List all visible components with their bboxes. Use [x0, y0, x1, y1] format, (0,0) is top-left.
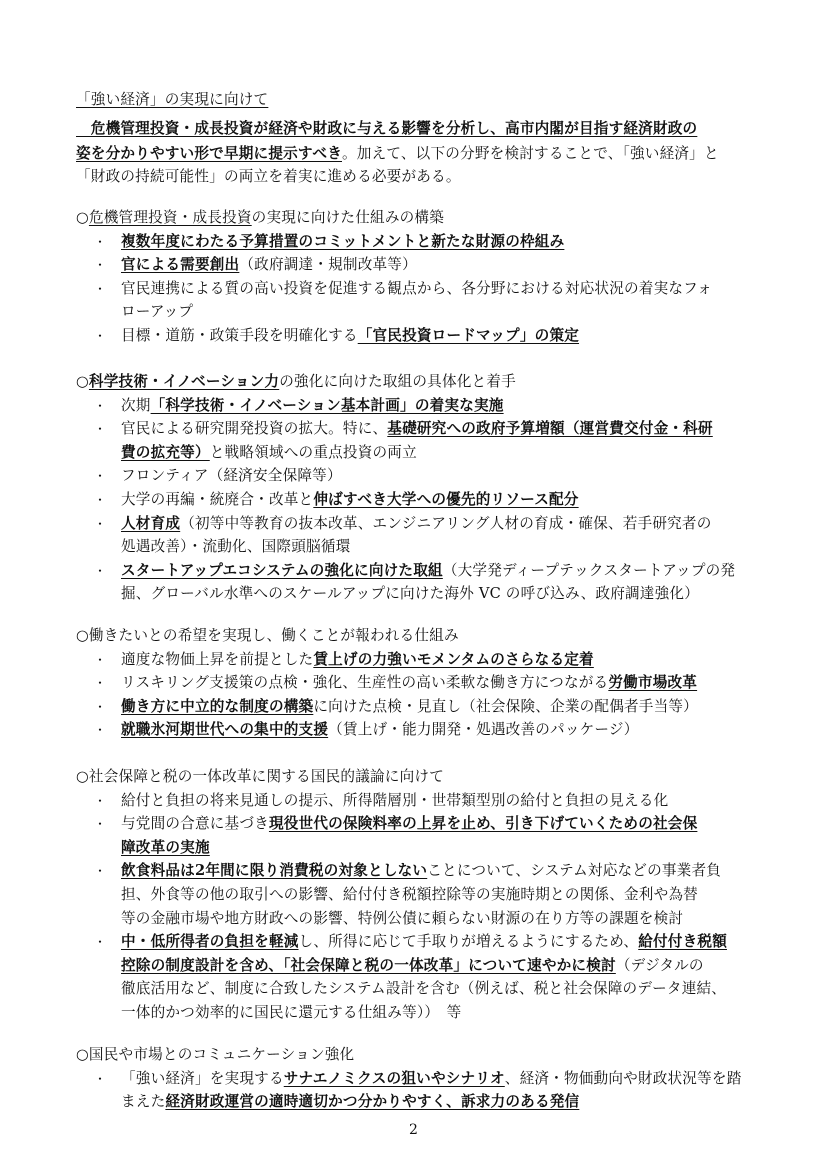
- bullet-item-line: [121, 955, 704, 977]
- text-run: 伸ばすべき大学への優先的リソース配分: [313, 491, 579, 508]
- text-run: ○: [76, 373, 89, 390]
- text-run: 処遇改善）・流動化、国際頭脳循環: [121, 538, 351, 556]
- bullet-marker: ・: [94, 1071, 107, 1086]
- bullet-item-line: [121, 884, 698, 906]
- bullet-item-line: [121, 1068, 741, 1090]
- bullet-item-line: [121, 489, 579, 511]
- bullet-item-line: [121, 978, 726, 1000]
- text-run: 次期: [121, 396, 151, 414]
- text-run: （政府調達・規制改革等）: [239, 256, 417, 274]
- text-run: 基礎研究への政府予算増額（運営費交付金・科研: [387, 420, 713, 438]
- bullet-marker: ・: [94, 398, 107, 413]
- text-run: 「官民投資ロードマップ」の策定: [357, 327, 580, 344]
- text-run: まえた: [121, 1093, 166, 1111]
- bullet-item-line: [121, 442, 417, 464]
- text-run: （大学発ディープテックスタートアップの発: [442, 561, 736, 579]
- text-run: 飲食料品は2年間に限り消費税の対象としない: [121, 862, 428, 880]
- text-run: リスキリング支援策の点検・強化、生産性の高い柔軟な働き方につながる: [121, 674, 609, 692]
- text-run: と戦略領域への重点投資の両立: [209, 443, 417, 461]
- section-title: [76, 766, 444, 788]
- bullet-item-line: [121, 325, 579, 347]
- bullet-marker: ・: [94, 516, 107, 531]
- bullet-item-line: [121, 536, 350, 558]
- bullet-item-line: [121, 719, 639, 741]
- bullet-item-line: [121, 278, 712, 300]
- bullet-item-line: [121, 583, 699, 605]
- text-run: 現役世代の保険料率の上昇を止め、引き下げていくための社会保: [268, 815, 698, 833]
- text-run: 目標・道筋・政策手段を明確化する: [121, 327, 358, 344]
- text-run: ことについて、システム対応などの事業者負: [427, 862, 722, 880]
- bullet-marker: ・: [94, 723, 107, 738]
- bullet-item-line: [121, 254, 417, 276]
- text-run: 給付付き税額: [638, 933, 727, 951]
- section-title: [76, 625, 459, 647]
- bullet-item-line: [121, 860, 721, 882]
- text-run: 控除の制度設計を含め、「社会保障と税の一体改革」について速やかに検討: [121, 956, 616, 974]
- text-run: サナエノミクスの狙いやシナリオ: [283, 1069, 505, 1087]
- bullet-item-line: [121, 513, 712, 535]
- text-run: 働き方に中立的な制度の構築: [121, 697, 314, 715]
- text-run: 姿を分かりやすい形で早期に提示すべき: [76, 145, 342, 162]
- bullet-item-line: [121, 395, 504, 417]
- bullet-item-line: [121, 231, 564, 253]
- text-run: （賃上げ・能力開発・処遇改善のパッケージ）: [328, 721, 639, 739]
- text-run: 費の拡充等）: [121, 443, 210, 461]
- bullet-marker: ・: [94, 493, 107, 507]
- section-title: [76, 207, 444, 229]
- bullet-marker: ・: [94, 676, 107, 691]
- text-run: 官民による研究開発投資の拡大。特に、: [121, 420, 388, 438]
- bullet-marker: ・: [94, 281, 107, 296]
- text-run: 「強い経済」を実現する: [121, 1069, 284, 1087]
- bullet-marker: ・: [94, 469, 107, 484]
- intro-paragraph-line: [76, 166, 461, 188]
- text-run: 危機管理投資・成長投資: [88, 209, 252, 226]
- bullet-marker: ・: [94, 935, 107, 950]
- page-number: 2: [409, 1122, 418, 1138]
- text-run: 「科学技術・イノベーション基本計画」の着実な実施: [150, 396, 504, 414]
- text-run: 与党間の合意に基づき: [121, 815, 269, 833]
- heading-text: 「強い経済」の実現に向けて: [76, 91, 269, 108]
- intro-paragraph-line: [76, 143, 719, 165]
- text-run: 障改革の実施: [121, 838, 210, 856]
- text-run: 官民連携による質の高い投資を促進する観点から、各分野における対応状況の着実なフォ: [121, 279, 713, 297]
- bullet-item-line: [121, 837, 210, 859]
- text-run: （デジタルの: [615, 956, 704, 974]
- bullet-marker: ・: [94, 652, 107, 667]
- bullet-item-line: [121, 560, 735, 582]
- bullet-marker: ・: [94, 864, 107, 879]
- text-run: 労働市場改革: [608, 674, 698, 692]
- bullet-item-line: [121, 301, 193, 323]
- text-run: ○社会保障と税の一体改革に関する国民的議論に向けて: [76, 768, 444, 785]
- text-run: ○働きたいとの希望を実現し、働くことが報われる仕組み: [76, 627, 459, 644]
- section-heading: [76, 89, 268, 111]
- bullet-item-line: [121, 696, 698, 718]
- text-run: 経済財政運営の適時適切かつ分かりやすく、訴求力のある発信: [165, 1093, 580, 1111]
- text-run: 賃上げの力強いモメンタムのさらなる定着: [313, 650, 594, 668]
- text-run: 科学技術・イノベーション力: [88, 373, 280, 390]
- bullet-item-line: [121, 1091, 579, 1113]
- text-run: 複数年度にわたる予算措置のコミットメントと新たな財源の枠組み: [121, 232, 565, 250]
- text-run: 中・低所得者の負担を軽減: [121, 933, 299, 951]
- bullet-item-line: [121, 908, 683, 930]
- text-run: 等の金融市場や地方財政への影響、特例公債に頼らない財源の在り方等の課題を検討: [121, 909, 684, 927]
- text-run: 危機管理投資・成長投資が経済や財政に与える影響を分析し、高市内閣が目指す経済財政の: [76, 120, 698, 137]
- text-run: 人材育成: [121, 514, 181, 532]
- bullet-item-line: [121, 649, 594, 671]
- bullet-marker: ・: [94, 793, 107, 808]
- text-run: 掘、グローバル水準へのスケールアップに向けた海外 VC の呼び込み、政府調達強化）: [121, 585, 699, 603]
- text-run: 。加えて、以下の分野を検討することで、「強い経済」と: [342, 145, 719, 162]
- text-run: 就職氷河期世代への集中的支援: [121, 721, 329, 739]
- text-run: ○: [76, 209, 89, 226]
- text-run: ○国民や市場とのコミュニケーション強化: [76, 1046, 355, 1063]
- bullet-item-line: [121, 672, 697, 694]
- text-run: に向けた点検・見直し（社会保険、企業の配偶者手当等）: [313, 697, 698, 715]
- bullet-marker: ・: [94, 329, 107, 343]
- text-run: し、所得に応じて手取りが増えるようにするため、: [298, 933, 639, 951]
- intro-paragraph-line: [76, 118, 697, 140]
- bullet-item-line: [121, 931, 727, 953]
- bullet-marker: ・: [94, 422, 107, 437]
- text-run: 官による需要創出: [121, 256, 240, 274]
- text-run: 担、外食等の他の取引への影響、給付付き税額控除等の実施時期との関係、金利や為替: [121, 886, 698, 903]
- bullet-marker: ・: [94, 258, 107, 273]
- text-run: 、経済・物価動向や財政状況等を踏: [504, 1069, 742, 1087]
- text-run: 徹底活用など、制度に合致したシステム設計を含む（例えば、税と社会保障のデータ連結、: [121, 980, 727, 998]
- text-run: 給付と負担の将来見通しの提示、所得階層別・世帯類型別の給付と負担の見える化: [121, 791, 669, 809]
- text-run: フロンティア（経済安全保障等）: [121, 467, 342, 485]
- text-run: の強化に向けた取組の具体化と着手: [279, 373, 516, 390]
- section-title: [76, 1044, 354, 1066]
- bullet-marker: ・: [94, 817, 107, 832]
- bullet-item-line: [121, 418, 713, 440]
- text-run: ローアップ: [121, 303, 194, 321]
- bullet-item-line: [121, 813, 697, 835]
- text-run: （初等中等教育の抜本改革、エンジニアリング人材の育成・確保、若手研究者の: [180, 514, 712, 532]
- bullet-item-line: [121, 790, 668, 812]
- section-title: [76, 371, 516, 393]
- text-run: の実現に向けた仕組みの構築: [251, 209, 444, 226]
- bullet-item-line: [121, 465, 342, 487]
- bullet-marker: ・: [94, 234, 107, 249]
- bullet-marker: ・: [94, 563, 107, 578]
- text-run: スタートアップエコシステムの強化に向けた取組: [121, 561, 443, 579]
- text-run: 一体的かつ効率的に国民に還元する仕組み等）） 等: [121, 1004, 462, 1021]
- bullet-marker: ・: [94, 699, 107, 714]
- bullet-item-line: [121, 1002, 461, 1024]
- text-run: 「財政の持続可能性」の両立を着実に進める必要がある。: [76, 168, 461, 185]
- text-run: 適度な物価上昇を前提とした: [121, 650, 314, 668]
- text-run: 大学の再編・統廃合・改革と: [121, 491, 314, 508]
